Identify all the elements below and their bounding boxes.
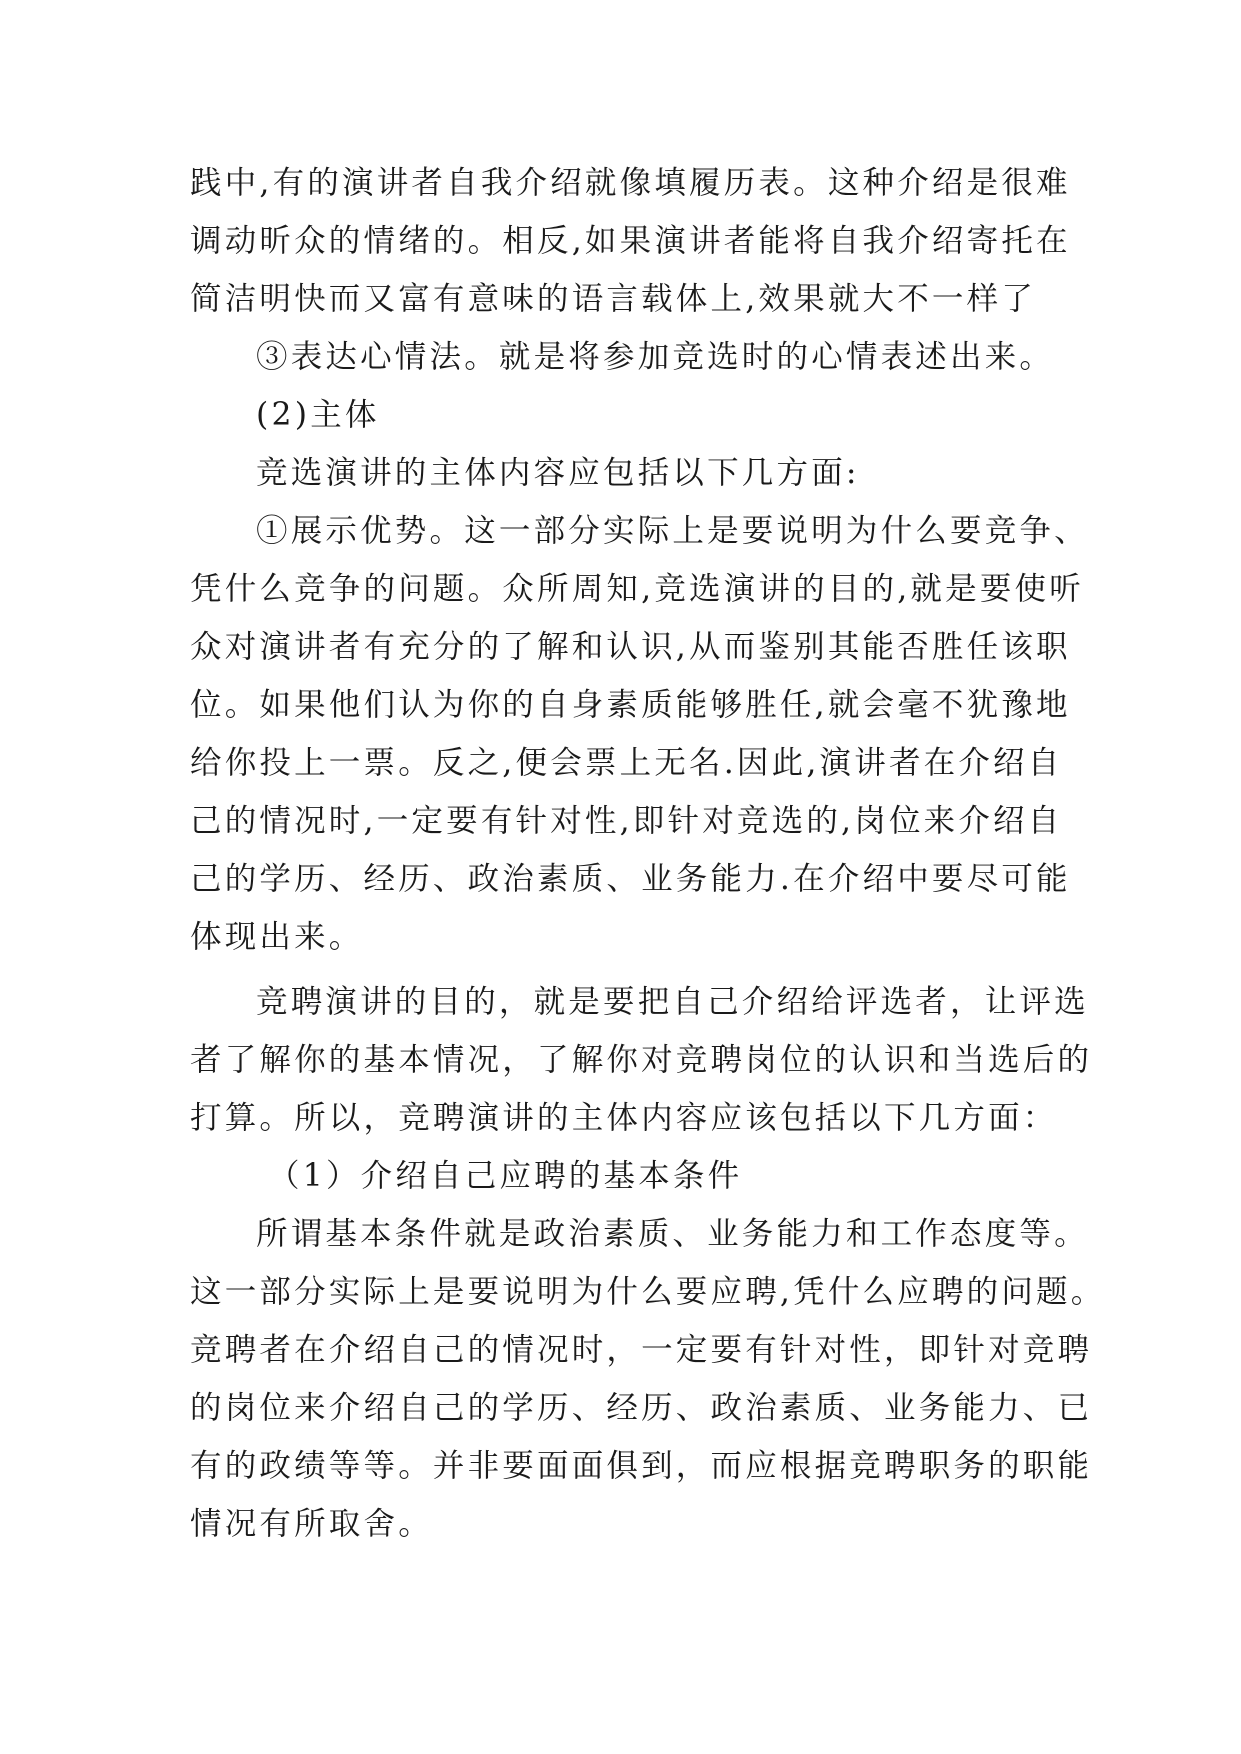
text-line: 位。如果他们认为你的自身素质能够胜任,就会毫不犹豫地 <box>190 687 1071 723</box>
text-line: 竞选演讲的主体内容应包括以下几方面: <box>256 455 860 491</box>
text-line: 者了解你的基本情况，了解你对竞聘岗位的认识和当选后的 <box>190 1042 1093 1078</box>
text-line: 打算。所以，竞聘演讲的主体内容应该包括以下几方面： <box>190 1100 1058 1136</box>
text-line: 给你投上一票。反之,便会票上无名.因此,演讲者在介绍自 <box>190 745 1063 781</box>
text-line: 凭什么竞争的问题。众所周知,竞选演讲的目的,就是要使听 <box>190 571 1084 607</box>
text-line: 己的情况时,一定要有针对性,即针对竞选的,岗位来介绍自 <box>190 803 1063 839</box>
text-line: 情况有所取舍。 <box>190 1506 433 1542</box>
text-line: 有的政绩等等。并非要面面俱到，而应根据竞聘职务的职能 <box>190 1448 1093 1484</box>
text-line: 竞聘演讲的目的，就是要把自己介绍给评选者，让评选 <box>256 984 1089 1020</box>
text-line: 的岗位来介绍自己的学历、经历、政治素质、业务能力、已 <box>190 1390 1093 1426</box>
text-line: 众对演讲者有充分的了解和认识,从而鉴别其能否胜任该职 <box>190 629 1071 665</box>
section-heading: (2)主体 <box>256 397 380 433</box>
text-line: 践中,有的演讲者自我介绍就像填履历表。这种介绍是很难 <box>190 165 1071 201</box>
section-heading: （1）介绍自己应聘的基本条件 <box>268 1158 743 1194</box>
text-line: ③表达心情法。就是将参加竞选时的心情表述出来。 <box>256 339 1055 375</box>
text-line: 所谓基本条件就是政治素质、业务能力和工作态度等。 <box>256 1216 1089 1252</box>
text-line: 简洁明快而又富有意味的语言载体上,效果就大不一样了 <box>190 281 1037 317</box>
text-line: 竞聘者在介绍自己的情况时，一定要有针对性，即针对竞聘 <box>190 1332 1093 1368</box>
text-line: 这一部分实际上是要说明为什么要应聘,凭什么应聘的问题。 <box>190 1274 1106 1310</box>
text-line: ①展示优势。这一部分实际上是要说明为什么要竞争、 <box>256 513 1089 549</box>
text-line: 体现出来。 <box>190 919 364 955</box>
text-line: 调动昕众的情绪的。相反,如果演讲者能将自我介绍寄托在 <box>190 223 1071 259</box>
text-line: 己的学历、经历、政治素质、业务能力.在介绍中要尽可能 <box>190 861 1071 897</box>
